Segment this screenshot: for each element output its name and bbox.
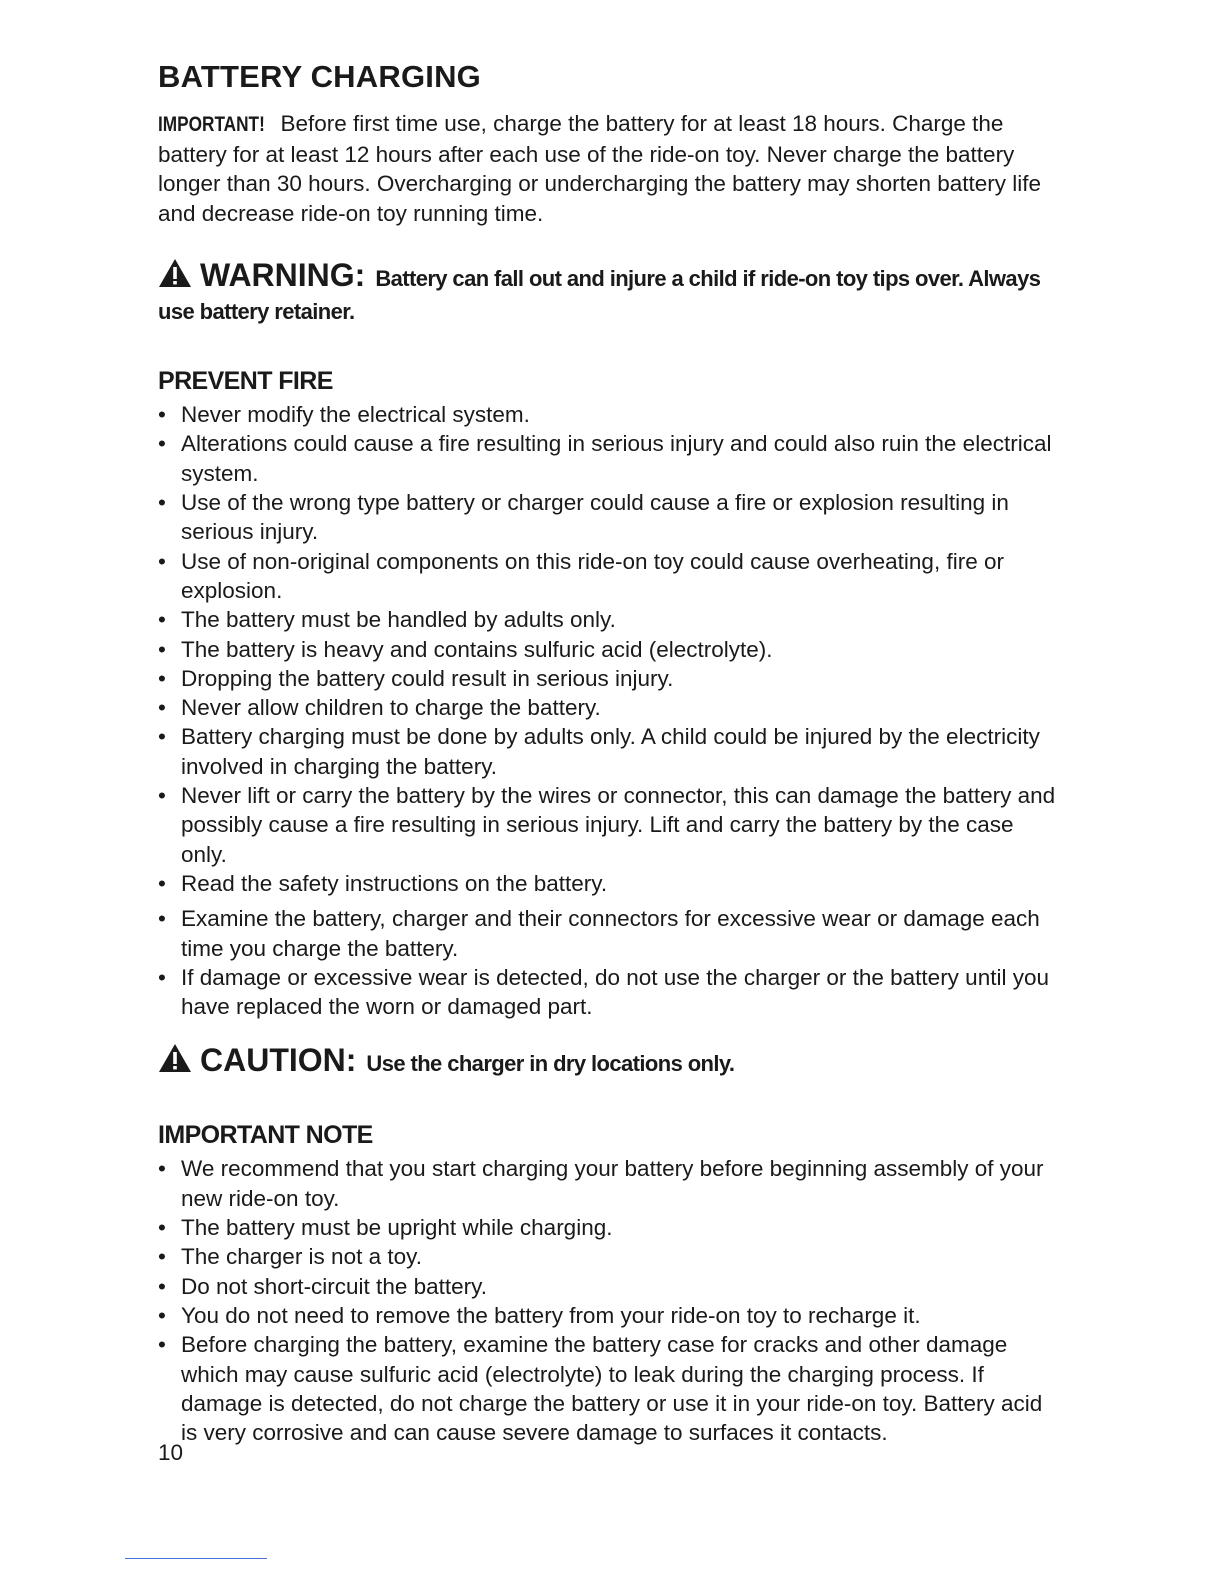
list-item: • Never modify the electrical system. [158, 400, 1058, 429]
list-item: • The battery must be upright while charging. [158, 1213, 1058, 1242]
footer-rule [125, 1558, 267, 1559]
list-item: • Never lift or carry the battery by the wires or connector, this can damage the battery and possibly cause a fire resulting in serious injury. Lift and carry the battery by the case only. [158, 781, 1058, 869]
list-item: • We recommend that you start charging your battery before beginning assembly of your new ride-on toy. [158, 1154, 1058, 1213]
page-number: 10 [158, 1440, 184, 1465]
list-item: • Read the safety instructions on the battery. [158, 869, 1058, 898]
list-item: • Battery charging must be done by adults only. A child could be injured by the electricity involved in charging the battery. [158, 722, 1058, 781]
warning-text: Battery can fall out and injure a child if ride-on toy tips over. Always use battery retainer. [158, 266, 1041, 325]
list-item: • The battery must be handled by adults only. [158, 605, 1058, 634]
list-item: • Dropping the battery could result in serious injury. [158, 664, 1058, 693]
list-item: • The charger is not a toy. [158, 1242, 1058, 1271]
important-note-heading: IMPORTANT NOTE [158, 1121, 373, 1150]
warning-triangle-icon [158, 258, 192, 298]
page-title: BATTERY CHARGING [158, 59, 481, 94]
list-item: • Before charging the battery, examine the battery case for cracks and other damage which may cause sulfuric acid (electrolyte) to leak during the charging process. If damage is detected, do not charge the battery or use it in your ride-on toy. Battery acid is very corrosive and can cause severe damage to surfaces it contacts. [158, 1330, 1058, 1447]
list-item: • You do not need to remove the battery from your ride-on toy to recharge it. [158, 1301, 1058, 1330]
list-item: • Do not short-circuit the battery. [158, 1272, 1058, 1301]
prevent-fire-heading: PREVENT FIRE [158, 367, 333, 396]
caution-label: CAUTION: [200, 1042, 357, 1079]
warning-triangle-icon [158, 1043, 192, 1083]
warning-notice [158, 258, 1058, 329]
list-item: • Examine the battery, charger and their connectors for excessive wear or damage each time you charge the battery. [158, 904, 1058, 963]
list-item: • Alterations could cause a fire resulting in serious injury and could also ruin the electrical system. [158, 429, 1058, 488]
prevent-fire-list [158, 400, 1058, 1021]
intro-paragraph [158, 109, 1058, 228]
important-note-list [158, 1154, 1058, 1447]
list-item: • If damage or excessive wear is detected, do not use the charger or the battery until you have replaced the worn or damaged part. [158, 963, 1058, 1022]
document-page [158, 58, 1058, 1447]
warning-label: WARNING: [200, 257, 366, 294]
list-item: • Never allow children to charge the battery. [158, 693, 1058, 722]
important-label: IMPORTANT! [158, 113, 265, 137]
list-item: • Use of the wrong type battery or charger could cause a fire or explosion resulting in serious injury. [158, 488, 1058, 547]
caution-text: Use the charger in dry locations only. [366, 1051, 735, 1077]
caution-notice [158, 1043, 1058, 1083]
intro-text: Before first time use, charge the battery for at least 18 hours. Charge the battery for at least 12 hours after each use of the ride-on toy. Never charge the battery longer than 30 hours. Overcharging or undercharging the battery may shorten battery life and decrease ride-on toy running time. [158, 111, 1042, 226]
list-item: • The battery is heavy and contains sulfuric acid (electrolyte). [158, 635, 1058, 664]
list-item: • Use of non-original components on this ride-on toy could cause overheating, fire or explosion. [158, 547, 1058, 606]
